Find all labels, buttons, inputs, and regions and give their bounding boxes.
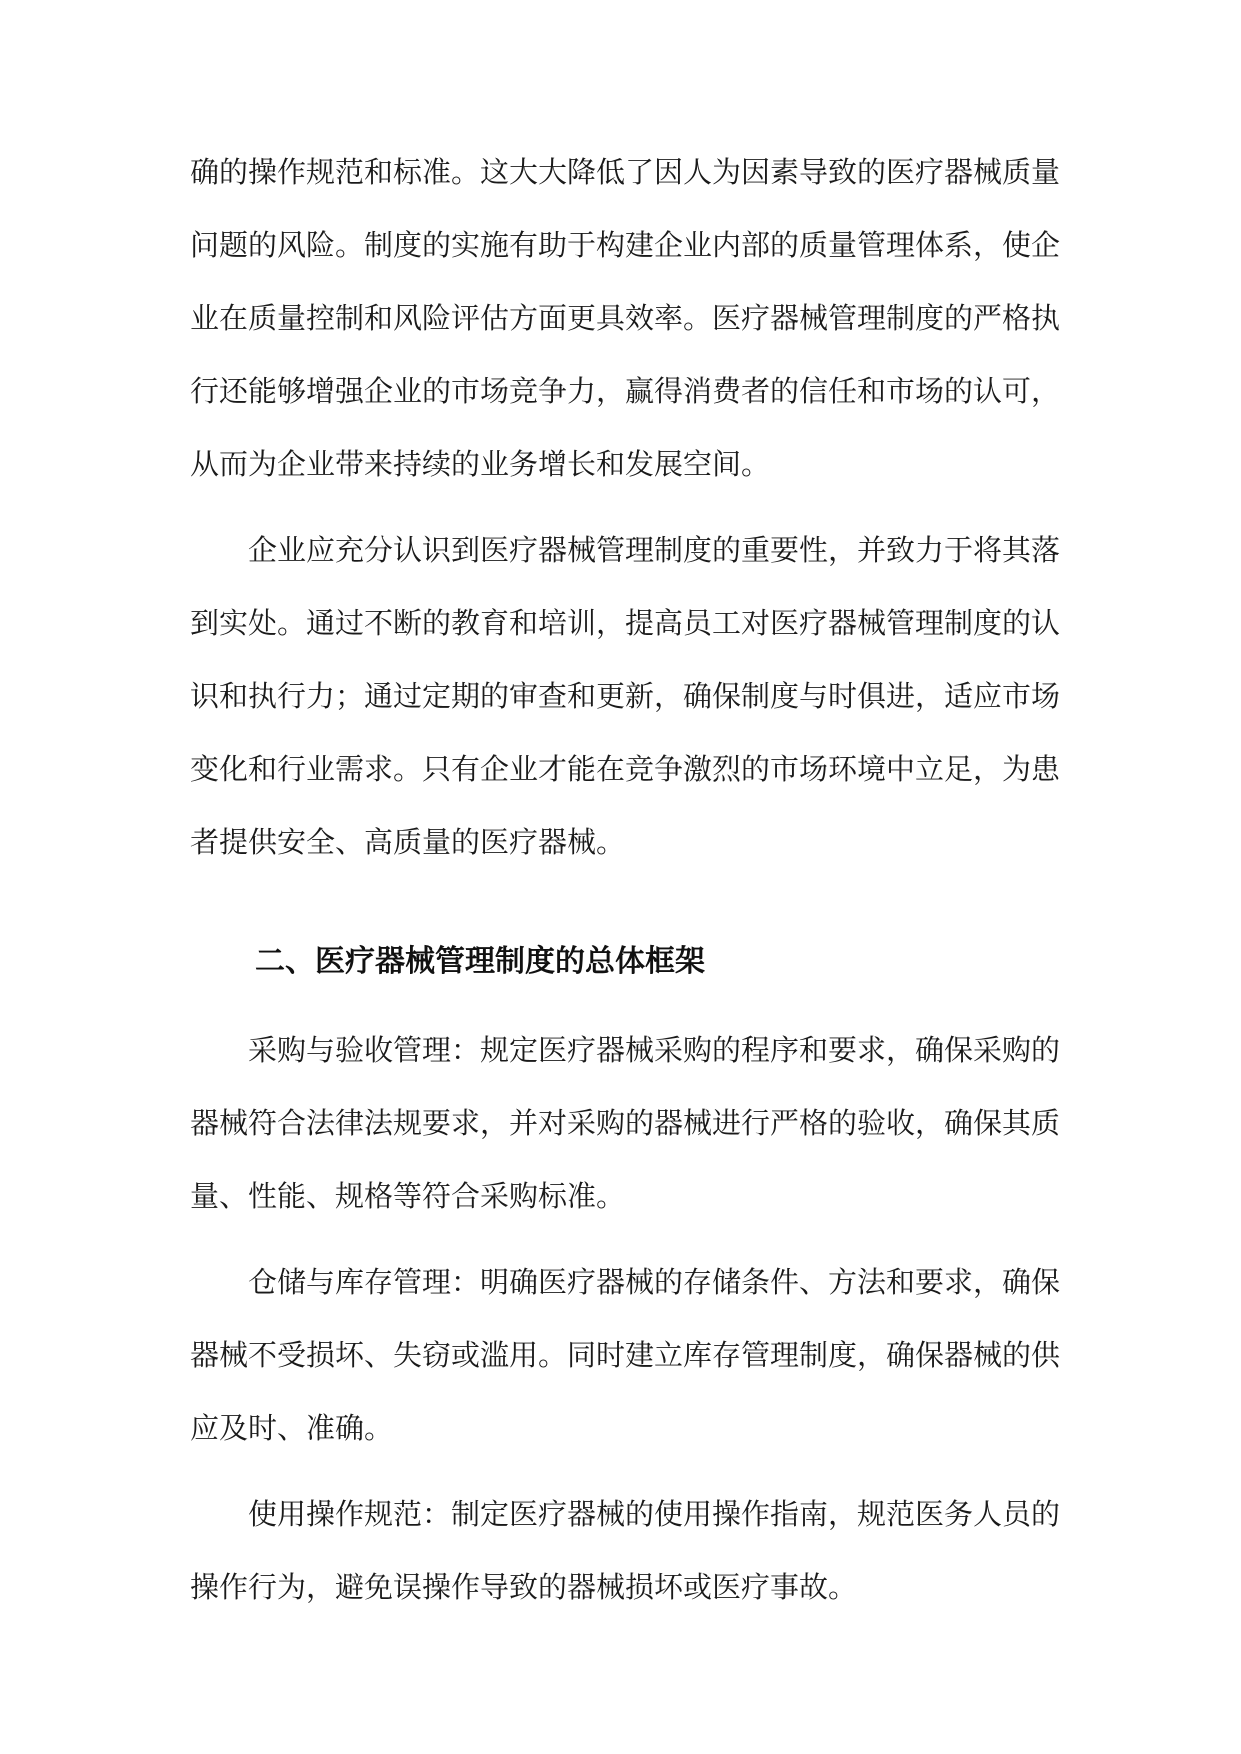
text-line: 业在质量控制和风险评估方面更具效率。医疗器械管理制度的严格执: [190, 301, 1061, 335]
text-line: 使用操作规范：制定医疗器械的使用操作指南，规范医务人员的: [248, 1497, 1061, 1531]
text-line: 器械符合法律法规要求，并对采购的器械进行严格的验收，确保其质: [190, 1106, 1061, 1140]
text-line: 采购与验收管理：规定医疗器械采购的程序和要求，确保采购的: [248, 1033, 1061, 1067]
text-line: 变化和行业需求。只有企业才能在竞争激烈的市场环境中立足，为患: [190, 752, 1061, 786]
text-line: 器械不受损坏、失窃或滥用。同时建立库存管理制度，确保器械的供: [190, 1338, 1061, 1372]
text-line: 问题的风险。制度的实施有助于构建企业内部的质量管理体系，使企: [190, 228, 1061, 262]
text-line: 者提供安全、高质量的医疗器械。: [190, 825, 626, 859]
section-heading: 二、医疗器械管理制度的总体框架: [255, 944, 705, 979]
text-line: 量、性能、规格等符合采购标准。: [190, 1179, 626, 1213]
text-line: 识和执行力；通过定期的审查和更新，确保制度与时俱进，适应市场: [190, 679, 1061, 713]
text-line: 确的操作规范和标准。这大大降低了因人为因素导致的医疗器械质量: [190, 155, 1061, 189]
text-line: 操作行为，避免误操作导致的器械损坏或医疗事故。: [190, 1570, 858, 1604]
text-line: 到实处。通过不断的教育和培训，提高员工对医疗器械管理制度的认: [190, 606, 1061, 640]
text-line: 行还能够增强企业的市场竞争力，赢得消费者的信任和市场的认可，: [190, 374, 1061, 408]
text-line: 仓储与库存管理：明确医疗器械的存储条件、方法和要求，确保: [248, 1265, 1061, 1299]
text-line: 应及时、准确。: [190, 1411, 394, 1445]
text-line: 企业应充分认识到医疗器械管理制度的重要性，并致力于将其落: [248, 533, 1061, 567]
text-line: 从而为企业带来持续的业务增长和发展空间。: [190, 447, 771, 481]
